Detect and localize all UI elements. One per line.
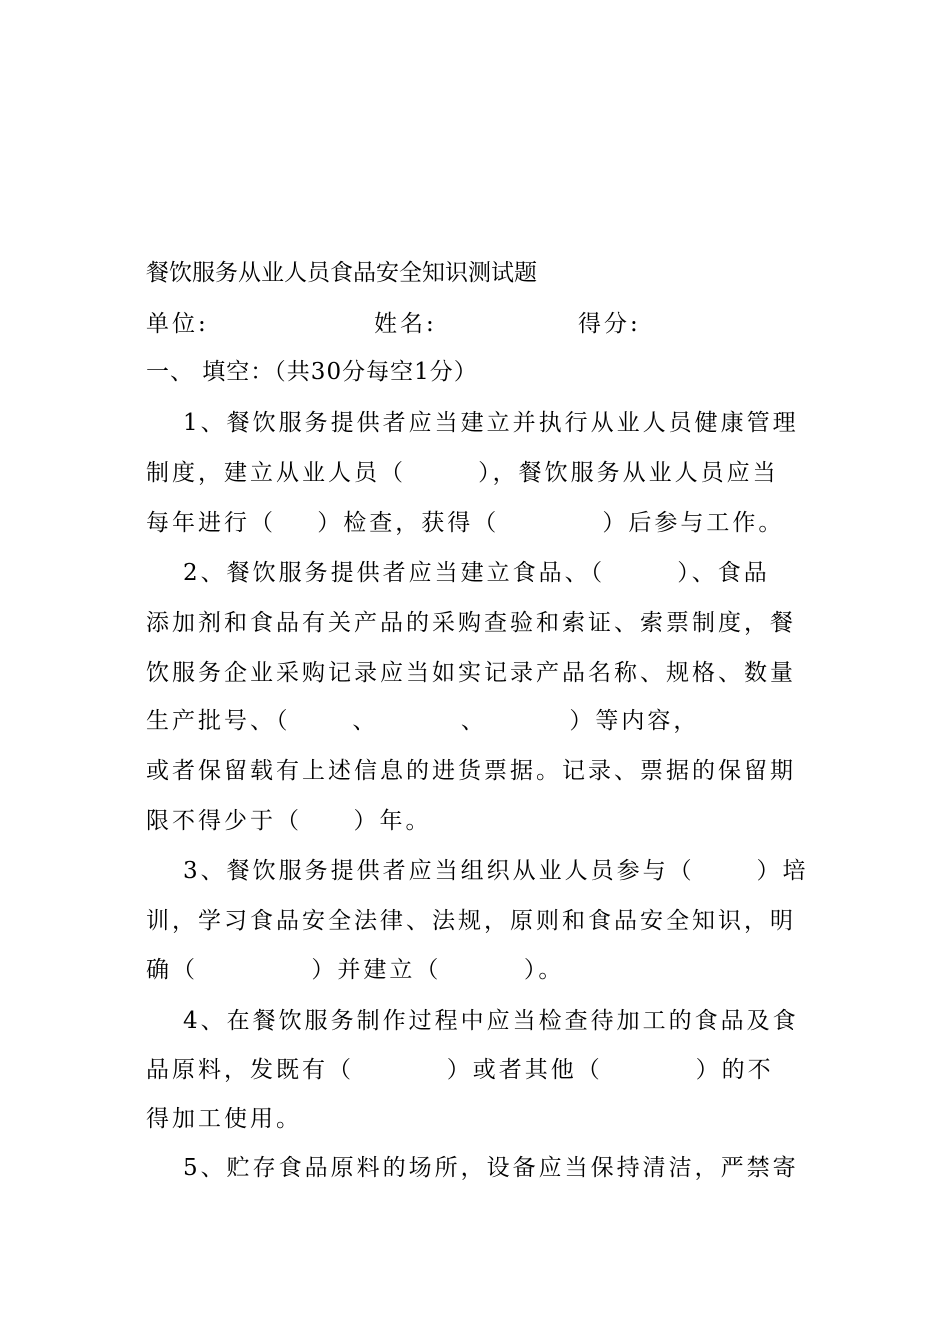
question-4-line-1: 4、在餐饮服务制作过程中应当检查待加工的食品及食 (183, 1008, 799, 1034)
question-2-line-6: 限不得少于（ ）年。 (146, 808, 432, 834)
question-4-line-3: 得加工使用。 (146, 1106, 302, 1132)
question-3-line-1: 3、餐饮服务提供者应当组织从业人员参与（ ）培 (183, 858, 809, 884)
section-heading: 一、 填空：（共30分每空1分） (146, 359, 478, 385)
question-2-line-3: 饮服务企业采购记录应当如实记录产品名称、规格、数量 (146, 660, 796, 686)
question-3-line-3: 确（ ）并建立（ ）。 (146, 957, 565, 983)
question-2-line-4: 生产批号、（ 、 、 ）等内容， (146, 708, 700, 734)
question-3-line-2: 训，学习食品安全法律、法规，原则和食品安全知识，明 (146, 908, 796, 934)
question-2-line-5: 或者保留载有上述信息的进货票据。记录、票据的保留期 (146, 758, 796, 784)
question-5-line-1: 5、贮存食品原料的场所，设备应当保持清洁，严禁寄 (183, 1155, 799, 1181)
score-label: 得分: (578, 311, 641, 337)
question-1-line-1: 1、餐饮服务提供者应当建立并执行从业人员健康管理 (183, 410, 799, 436)
page-title: 餐饮服务从业人员食品安全知识测试题 (146, 260, 537, 286)
unit-label: 单位: (146, 311, 209, 337)
name-label: 姓名: (374, 311, 437, 337)
question-1-line-2: 制度，建立从业人员（ ），餐饮服务从业人员应当 (146, 460, 779, 486)
question-2-line-2: 添加剂和食品有关产品的采购查验和索证、索票制度，餐 (146, 610, 796, 636)
question-1-line-3: 每年进行（ ）检查，获得（ ）后参与工作。 (146, 510, 785, 536)
question-4-line-2: 品原料，发既有（ ）或者其他（ ）的不 (146, 1057, 774, 1083)
header-fields (146, 309, 846, 339)
question-2-line-1: 2、餐饮服务提供者应当建立食品、（ ）、食品 (183, 560, 770, 586)
